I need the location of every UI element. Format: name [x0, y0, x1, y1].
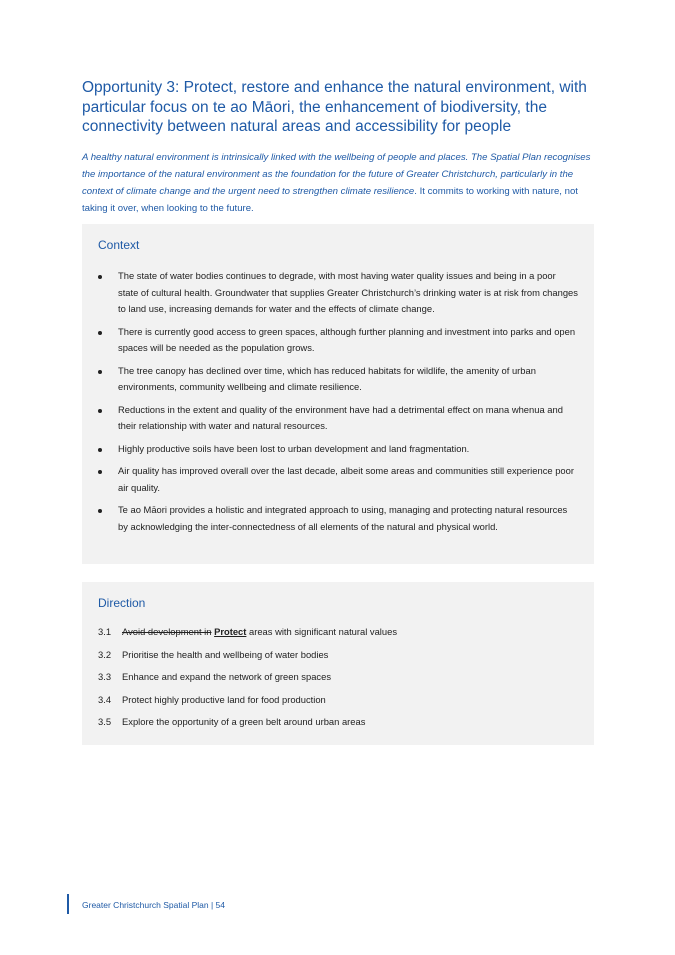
list-item — [82, 463, 594, 496]
direction-item — [98, 647, 578, 663]
bullet-icon — [98, 331, 102, 335]
list-item — [82, 363, 594, 396]
inserted-text: Protect — [214, 626, 247, 637]
bullet-text: Air quality has improved overall over the last decade, albeit some areas and communities still experience poor air quality. — [118, 465, 574, 493]
bullet-icon — [98, 409, 102, 413]
list-item — [82, 402, 594, 435]
direction-text: Prioritise the health and wellbeing of water bodies — [122, 648, 329, 660]
bullet-icon — [98, 509, 102, 513]
direction-text: Enhance and expand the network of green spaces — [122, 671, 332, 683]
context-title: Context — [98, 238, 140, 252]
list-item — [82, 268, 594, 318]
direction-number: 3.1 — [98, 626, 112, 637]
page-heading: Opportunity 3: Protect, restore and enhance the natural environment, with particular focus on te ao Māori, the enhancement of biodiversity, the connectivity between natural areas and accessibility for people — [82, 79, 587, 136]
bullet-text: The tree canopy has declined over time, which has reduced habitats for wildlife, the amenity of urban environments, community wellbeing and climate resilience. — [118, 364, 536, 392]
context-box — [82, 224, 594, 564]
list-item — [82, 441, 594, 458]
bullet-text: There is currently good access to green spaces, although further planning and investment into parks and open spaces will be needed as the population grows. — [118, 325, 576, 353]
draft-watermark — [112, 550, 362, 564]
direction-list — [98, 624, 578, 737]
intro-part-2: . It commits to working with nature, not taking it over, when looking to the future. — [82, 185, 578, 214]
list-item — [82, 324, 594, 357]
bullet-icon — [98, 448, 102, 452]
direction-item — [98, 692, 578, 708]
direction-number: 3.2 — [98, 648, 112, 660]
direction-title: Direction — [98, 596, 146, 610]
struck-text: Avoid development in — [122, 626, 212, 637]
direction-text: Explore the opportunity of a green belt around urban areas — [122, 716, 366, 728]
direction-item — [98, 714, 578, 730]
direction-number: 3.3 — [98, 671, 112, 683]
direction-item — [98, 669, 578, 685]
bullet-text: The state of water bodies continues to degrade, with most having water quality issues and being in a poor state of cultural health. Groundwater that supplies Greater Christchurch’s drinking water is at risk from changes to land use, increasing demands for water and the effects of climate change. — [118, 270, 578, 314]
list-item — [82, 502, 594, 535]
page-footer: Greater Christchurch Spatial Plan | 54 — [82, 900, 225, 910]
bullet-icon — [98, 275, 102, 279]
intro-part-1: A healthy natural environment is intrinsically linked with the wellbeing of people and places. The Spatial Plan recognises the importance of the natural environment as the foundation for the future of Greater Christchurch, particularly in the context of climate change and the urgent need to strengthen climate resilience — [82, 151, 591, 197]
footer-accent-bar — [67, 894, 69, 914]
direction-text: Protect highly productive land for food production — [122, 693, 326, 705]
intro-paragraph — [82, 149, 602, 217]
direction-text: areas with significant natural values — [246, 626, 398, 637]
direction-item — [98, 624, 578, 640]
bullet-icon — [98, 470, 102, 474]
context-bullet-list — [82, 268, 594, 541]
direction-number: 3.5 — [98, 716, 112, 728]
bullet-text: Highly productive soils have been lost to urban development and land fragmentation. — [118, 442, 470, 454]
direction-number: 3.4 — [98, 693, 112, 705]
bullet-text: Reductions in the extent and quality of the environment have had a detrimental effect on mana whenua and their relationship with water and natural resources. — [118, 403, 563, 431]
bullet-icon — [98, 370, 102, 374]
direction-box — [82, 582, 594, 745]
bullet-text: Te ao Māori provides a holistic and integrated approach to using, managing and protecting natural resources by acknowledging the inter-connectedness of all elements of the natural and physical world. — [118, 504, 568, 532]
